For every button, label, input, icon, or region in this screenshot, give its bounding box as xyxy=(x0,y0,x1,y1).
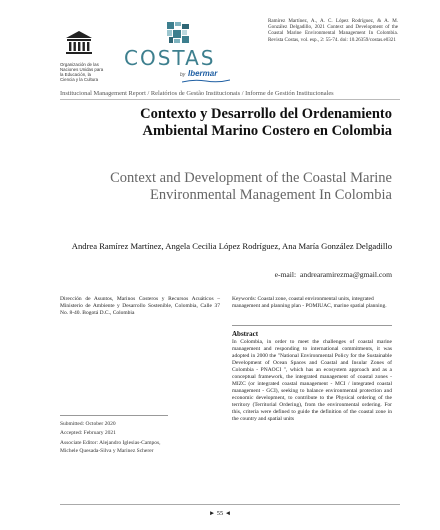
title-english: Context and Development of the Coastal Marine Environmental Management In Colombia xyxy=(110,170,392,203)
unesco-caption: Organización de las Naciones Unidas para la Educación, la Ciencia y la Cultura xyxy=(60,62,104,82)
associate-editor-cont: Michele Quesada-Silva y Marinez Scherer xyxy=(60,448,154,455)
publisher-name: Ibermar xyxy=(188,69,218,78)
submitted-date: Submitted: October 2020 xyxy=(60,421,116,427)
wave-icon xyxy=(182,79,230,83)
costas-emblem-icon xyxy=(167,22,189,44)
accepted-date: Accepted: February 2021 xyxy=(60,430,116,437)
section-divider xyxy=(60,99,400,100)
section-label: Institucional Management Report / Relatórios de Gestão Institucionais / Informe de Gestión Institucionales xyxy=(60,90,334,97)
email-line xyxy=(62,270,392,279)
title-spanish: Contexto y Desarrollo del Ordenamiento Ambiental Marino Costero en Colombia xyxy=(140,106,392,139)
keywords: Keywords: Coastal zone, coastal environmental units, integrated management and planning plan - POMIUAC, marine spatial planning. xyxy=(232,296,387,309)
submission-dates xyxy=(60,420,220,454)
affiliation: Dirección de Asuntos, Marinos Costeros y Recursos Acuáticos – Ministerio de Ambiente y Desarrollo Sostenible, Colombia, Calle 37 No. 8-40. Bogotá D.C., Colombia xyxy=(60,296,220,316)
associate-editor: Associate Editor: Alejandro Iglesias-Campos, xyxy=(60,439,161,446)
email-address[interactable]: andrearamirezma@gmail.com xyxy=(300,270,392,279)
keywords-divider xyxy=(232,325,392,326)
page-number: ► 55 ◄ xyxy=(208,510,232,517)
abstract-body: In Colombia, in order to meet the challenges of coastal marine management and responding to international commitments, it was adopted in 2000 the "National Environmental Policy for the Sustainable Development of Ocean Spaces and Coastal and Insular Zones of Colombia - PNAOCI ", which has an ecosystem approach and as a conceptual framework, the integrated management of coastal zones -MIZC (or integrated coastal management - MCI / integrated coastal management - GCI), seeking to balance environmental protection and economic development, to contribute to the Physical ordering of the territory (Territorial Ordering), from the environmental ordering. For this, criteria were defined to guide the definition of the coastal zone in the country and spatial units xyxy=(232,339,392,422)
dates-divider xyxy=(60,415,168,416)
citation-text: Ramírez Martínez, A., A. C. López Rodríguez, & A. M. González Delgadillo, 2021 Context and Development of the Coastal Marine Environmental Management In Colombia. Revista Costas, vol. esp., 2: 55-74. doi: 10.26359/costas.e0321 xyxy=(268,18,398,43)
costas-logo xyxy=(122,22,232,84)
unesco-temple-icon xyxy=(65,30,93,56)
footer-divider xyxy=(60,504,400,505)
email-label: e-mail: xyxy=(274,270,297,279)
authors: Andrea Ramírez Martínez, Angela Cecilia López Rodríguez, Ana María González Delgadillo xyxy=(71,241,392,251)
journal-name: COSTAS xyxy=(124,46,216,70)
unesco-logo-block xyxy=(60,30,104,82)
abstract-heading: Abstract xyxy=(232,330,259,338)
publisher-by: by xyxy=(180,72,186,78)
